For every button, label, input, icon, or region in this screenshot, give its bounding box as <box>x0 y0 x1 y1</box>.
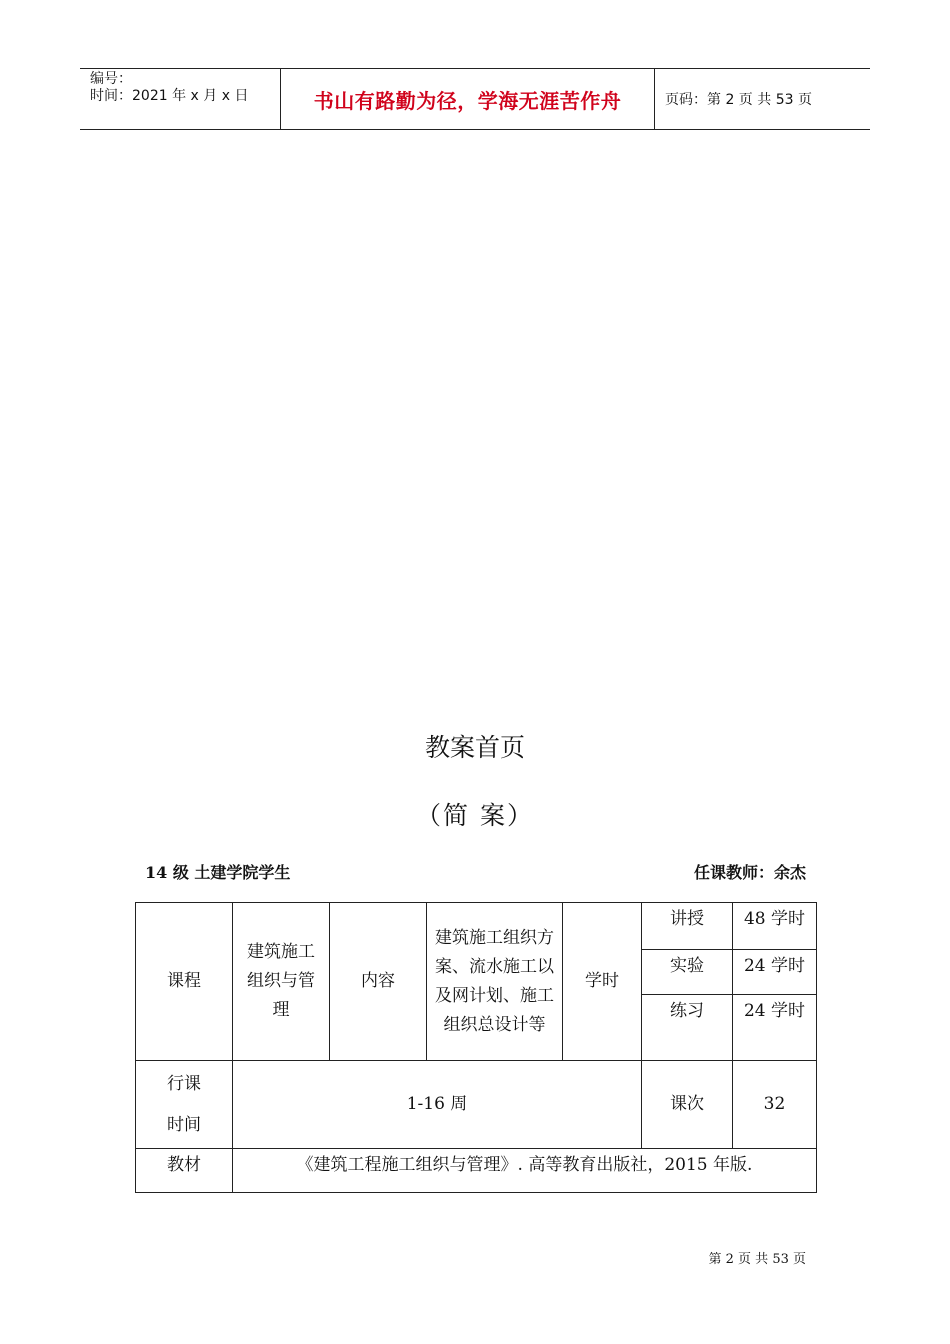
page-title: 教案首页 <box>424 733 525 762</box>
teacher-info: 任课教师：余杰 <box>693 863 806 882</box>
schedule-label-line1: 行课 <box>167 1073 201 1094</box>
page-subtitle: （简 案） <box>416 801 534 830</box>
course-label: 课程 <box>136 903 233 1061</box>
header-motto-cell <box>281 69 655 129</box>
page-number-label: 页码：第 2 页 共 53 页 <box>665 92 812 108</box>
lab-hours: 24 学时 <box>733 950 817 995</box>
schedule-label-line2: 时间 <box>167 1114 201 1135</box>
schedule-value: 1-16 周 <box>233 1061 642 1149</box>
number-label: 编号： <box>90 71 132 87</box>
time-label: 时间：2021 年 x 月 x 日 <box>90 88 249 104</box>
textbook-value: 《建筑工程施工组织与管理》. 高等教育出版社，2015 年版. <box>233 1149 817 1193</box>
motto: 书山有路勤为径，学海无涯苦作舟 <box>313 88 622 113</box>
practice-hours: 24 学时 <box>733 995 817 1061</box>
lecture-label: 讲授 <box>642 903 733 950</box>
page-header <box>80 68 870 130</box>
hours-label: 学时 <box>563 903 642 1061</box>
lab-label: 实验 <box>642 950 733 995</box>
course-name: 建筑施工组织与管理 <box>233 903 330 1061</box>
sessions-value: 32 <box>733 1061 817 1149</box>
content-label: 内容 <box>330 903 427 1061</box>
content-text: 建筑施工组织方案、流水施工以及网计划、施工组织总设计等 <box>427 903 563 1061</box>
page-footer: 第 2 页 共 53 页 <box>708 1252 806 1267</box>
practice-label: 练习 <box>642 995 733 1061</box>
textbook-label: 教材 <box>136 1149 233 1193</box>
sessions-label: 课次 <box>642 1061 733 1149</box>
class-info: 14 级 土建学院学生 <box>145 863 291 882</box>
header-meta <box>80 69 281 129</box>
lecture-hours: 48 学时 <box>733 903 817 950</box>
schedule-label <box>136 1061 233 1149</box>
course-info-table <box>135 902 817 1193</box>
